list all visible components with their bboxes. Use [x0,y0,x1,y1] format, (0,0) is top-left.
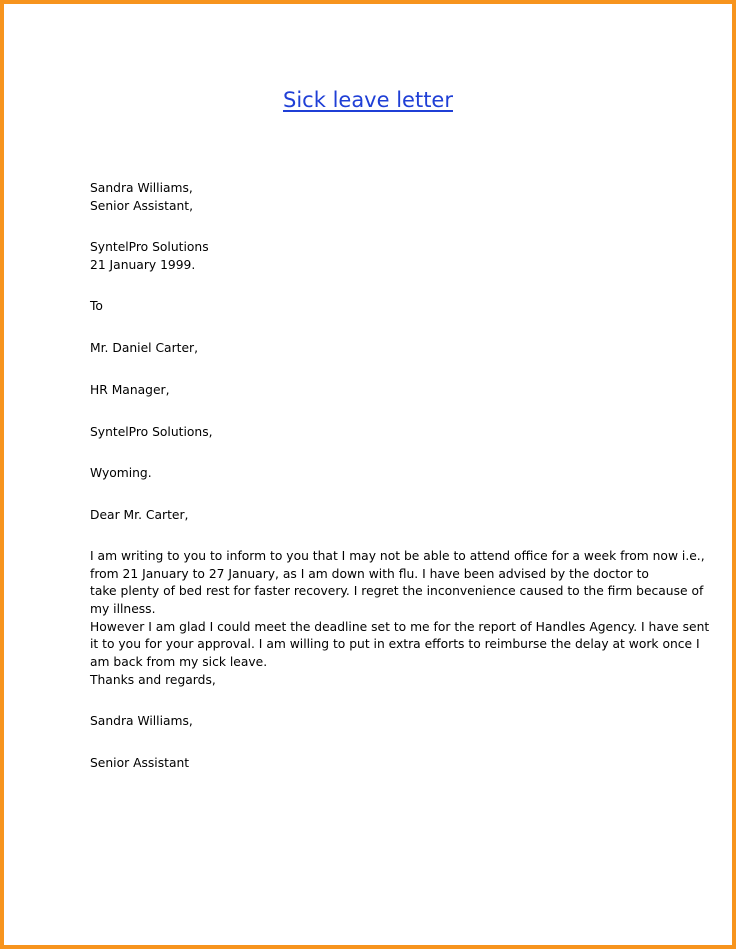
salutation: Dear Mr. Carter, [90,508,189,522]
sender-name: Sandra Williams, [90,181,193,195]
body-line: my illness. [90,602,156,616]
body-line: am back from my sick leave. [90,655,268,669]
recipient-name: Mr. Daniel Carter, [90,341,198,355]
body-line: it to you for your approval. I am willing to put in extra efforts to reimburse the delay at work once I [90,637,700,651]
letter-date: 21 January 1999. [90,258,196,272]
body-line: I am writing to you to inform to you that I may not be able to attend office for a week from now i.e., [90,549,705,563]
closing: Thanks and regards, [90,673,216,687]
sender-company: SyntelPro Solutions [90,240,209,254]
recipient-company: SyntelPro Solutions, [90,425,213,439]
sender-position: Senior Assistant, [90,199,193,213]
body-line: However I am glad I could meet the deadline set to me for the report of Handles Agency. I have sent [90,620,710,634]
to-label: To [90,299,103,313]
recipient-location: Wyoming. [90,466,152,480]
signoff-position: Senior Assistant [90,756,190,770]
letter-title[interactable]: Sick leave letter [283,88,453,112]
recipient-position: HR Manager, [90,383,170,397]
signoff-name: Sandra Williams, [90,714,193,728]
body-line: take plenty of bed rest for faster recovery. I regret the inconvenience caused to the firm because of [90,584,704,598]
body-line: from 21 January to 27 January, as I am down with flu. I have been advised by the doctor to [90,567,649,581]
